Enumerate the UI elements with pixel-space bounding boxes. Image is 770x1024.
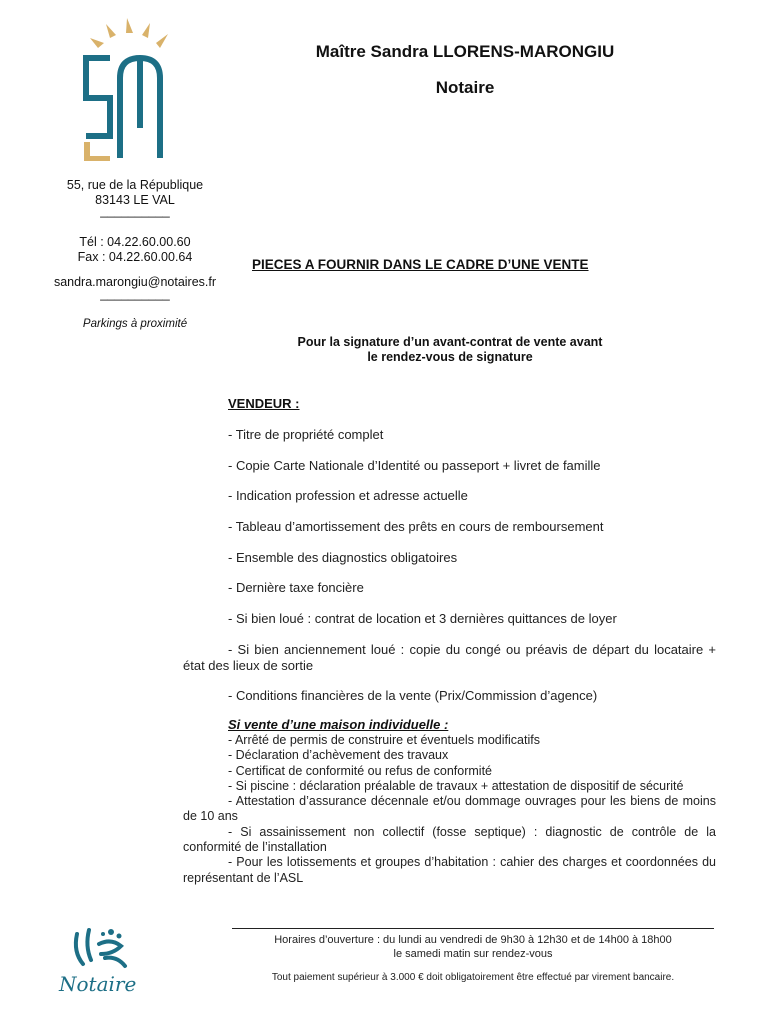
address-line-2: 83143 LE VAL bbox=[95, 193, 175, 207]
list-item: - Indication profession et adresse actuelle bbox=[228, 488, 468, 503]
payment-notice: Tout paiement supérieur à 3.000 € doit obligatoirement être effectué par virement bancaire. bbox=[271, 972, 675, 983]
notaire-logo bbox=[55, 924, 155, 996]
list-item: - Si bien anciennement loué : copie du congé ou préavis de départ du locataire + état des lieux de sortie bbox=[183, 642, 716, 673]
list-item: - Tableau d’amortissement des prêts en cours de remboursement bbox=[228, 519, 604, 534]
parking-note: Parkings à proximité bbox=[82, 318, 188, 330]
separator-2: __________ bbox=[100, 287, 170, 301]
list-item: - Si piscine : déclaration préalable de travaux + attestation de dispositif de sécurité bbox=[228, 778, 684, 793]
subtitle-line-1: Pour la signature d’un avant-contrat de vente avant bbox=[297, 335, 603, 349]
opening-hours-line-2: le samedi matin sur rendez-vous bbox=[393, 948, 553, 960]
opening-hours-line-1: Horaires d’ouverture : du lundi au vendredi de 9h30 à 12h30 et de 14h00 à 18h00 bbox=[274, 934, 672, 946]
section-title-seller: VENDEUR : bbox=[228, 396, 300, 411]
list-item: - Si assainissement non collectif (fosse septique) : diagnostic de contrôle de la conformité de l’installation bbox=[183, 824, 716, 855]
subsection-list bbox=[183, 733, 716, 886]
list-item: - Copie Carte Nationale d’Identité ou passeport + livret de famille bbox=[228, 458, 601, 473]
document-subtitle bbox=[260, 335, 640, 365]
list-item: - Titre de propriété complet bbox=[228, 427, 384, 442]
email-link[interactable]: sandra.marongiu@notaires.fr bbox=[53, 275, 217, 289]
notaire-logo-text: Notaire bbox=[59, 972, 137, 996]
notaire-emblem-icon bbox=[55, 924, 155, 976]
subsection-title: Si vente d’une maison individuelle : bbox=[228, 717, 449, 732]
document-title: PIECES A FOURNIR DANS LE CADRE D’UNE VENTE bbox=[252, 257, 589, 272]
list-item: - Pour les lotissements et groupes d’habitation : cahier des charges et coordonnées du représentant de l’ASL bbox=[183, 855, 716, 885]
subtitle-line-2: le rendez-vous de signature bbox=[367, 350, 533, 364]
list-item: - Déclaration d’achèvement des travaux bbox=[228, 748, 449, 763]
address-line-1: 55, rue de la République bbox=[66, 178, 204, 192]
list-item: - Conditions financières de la vente (Prix/Commission d’agence) bbox=[228, 688, 598, 703]
list-item: - Si bien loué : contrat de location et 3 dernières quittances de loyer bbox=[228, 611, 617, 626]
notary-name: Maître Sandra LLORENS-MARONGIU bbox=[315, 42, 615, 61]
notary-title: Notaire bbox=[435, 78, 495, 97]
list-item: - Dernière taxe foncière bbox=[228, 580, 364, 595]
list-item: - Certificat de conformité ou refus de conformité bbox=[228, 763, 493, 778]
office-logo-icon bbox=[80, 18, 180, 168]
footer-divider bbox=[232, 928, 714, 929]
separator-1: __________ bbox=[100, 204, 170, 218]
list-item: - Arrêté de permis de construire et éventuels modificatifs bbox=[228, 733, 540, 747]
fax: Fax : 04.22.60.00.64 bbox=[77, 250, 193, 264]
tel: Tél : 04.22.60.00.60 bbox=[79, 235, 191, 249]
list-item: - Attestation d’assurance décennale et/ou dommage ouvrages pour les biens de moins de 10 ans bbox=[183, 794, 716, 824]
list-item: - Ensemble des diagnostics obligatoires bbox=[228, 550, 458, 565]
